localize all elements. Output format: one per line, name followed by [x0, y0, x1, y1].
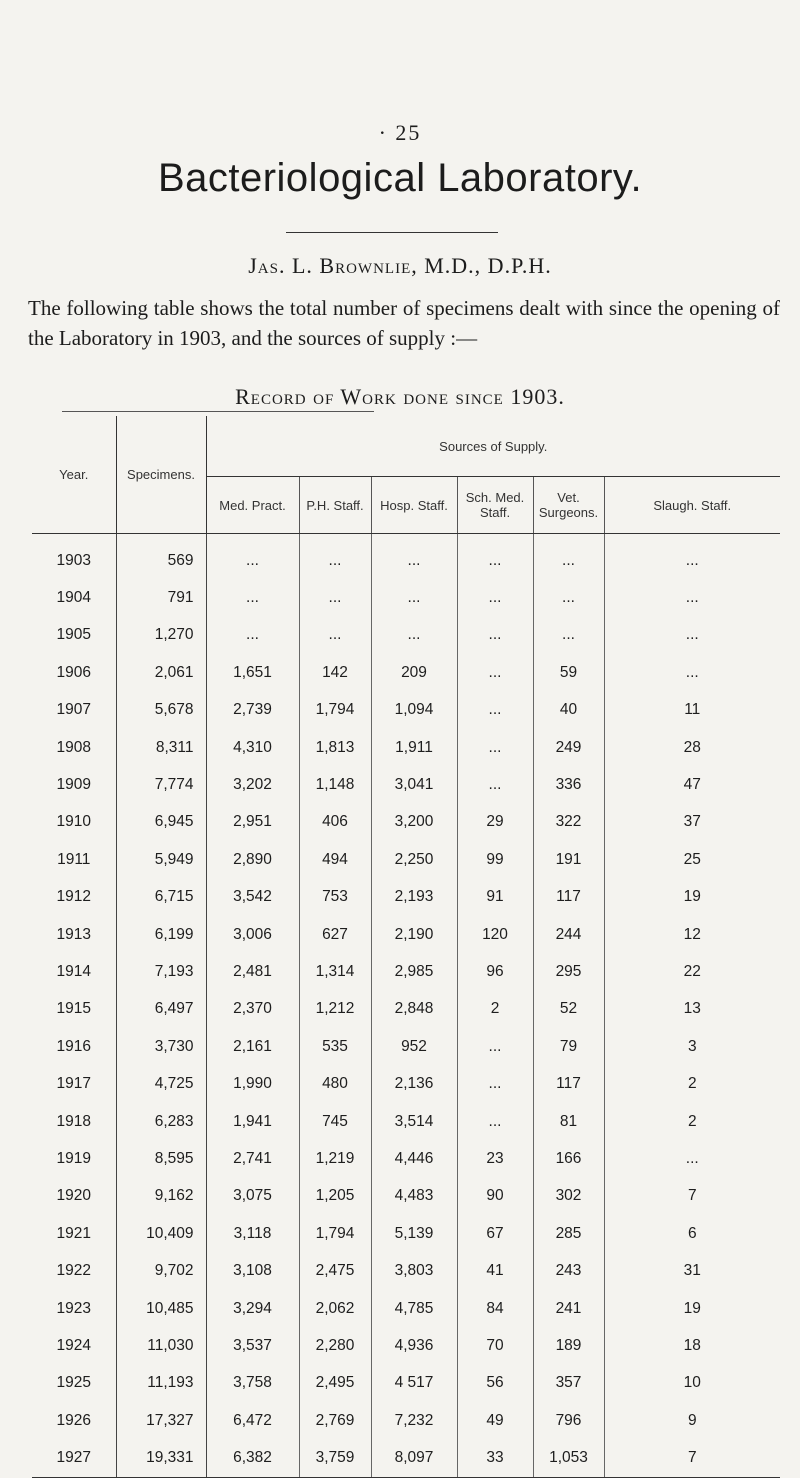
cell-med-pract: 3,118 [233, 1224, 272, 1242]
cell-specimens: 5,678 [116, 692, 206, 729]
cell-hosp-staff: 2,250 [371, 841, 457, 878]
page-title: Bacteriological Laboratory. [157, 156, 643, 200]
cell-sch-med-staff: 29 [457, 804, 533, 841]
cell-year: 1924 [56, 1336, 91, 1354]
cell-year: 1906 [56, 663, 91, 681]
cell-med-pract: ... [246, 551, 259, 569]
cell-vet-surgeons: ... [533, 617, 604, 654]
cell-year: 1905 [56, 626, 91, 644]
cell-ph-staff: 1,212 [299, 991, 371, 1028]
cell-specimens: 17,327 [116, 1402, 206, 1439]
cell-hosp-staff: 4,785 [371, 1290, 457, 1327]
cell-sch-med-staff: ... [457, 1103, 533, 1140]
cell-slaugh-staff: 3 [604, 1028, 780, 1065]
cell-vet-surgeons: 241 [533, 1290, 604, 1327]
cell-hosp-staff: ... [371, 534, 457, 580]
cell-vet-surgeons: 357 [533, 1365, 604, 1402]
cell-sch-med-staff: ... [457, 729, 533, 766]
cell-hosp-staff: 4,483 [371, 1178, 457, 1215]
page-number: · 25 [378, 120, 422, 145]
cell-slaugh-staff: 13 [604, 991, 780, 1028]
cell-specimens: 8,311 [116, 729, 206, 766]
cell-sch-med-staff: 56 [457, 1365, 533, 1402]
table-row [32, 654, 780, 691]
cell-hosp-staff: 1,094 [371, 692, 457, 729]
title-rule [286, 232, 498, 233]
cell-vet-surgeons: 1,053 [533, 1439, 604, 1477]
cell-hosp-staff: 209 [371, 654, 457, 691]
cell-sch-med-staff: 90 [457, 1178, 533, 1215]
cell-year: 1915 [56, 1000, 91, 1018]
cell-sch-med-staff: 91 [457, 879, 533, 916]
cell-ph-staff: 1,205 [299, 1178, 371, 1215]
cell-sch-med-staff: 41 [457, 1252, 533, 1289]
cell-vet-surgeons: ... [533, 534, 604, 580]
cell-ph-staff: 3,759 [299, 1439, 371, 1477]
cell-specimens: 8,595 [116, 1140, 206, 1177]
table-row [32, 1065, 780, 1102]
cell-sch-med-staff: 99 [457, 841, 533, 878]
cell-vet-surgeons: 166 [533, 1140, 604, 1177]
cell-slaugh-staff: 25 [604, 841, 780, 878]
cell-hosp-staff: 7,232 [371, 1402, 457, 1439]
cell-hosp-staff: 3,514 [371, 1103, 457, 1140]
cell-specimens: 6,497 [116, 991, 206, 1028]
cell-med-pract: 1,941 [233, 1112, 272, 1130]
cell-hosp-staff: 4,936 [371, 1327, 457, 1364]
cell-specimens: 5,949 [116, 841, 206, 878]
table-row [32, 766, 780, 803]
cell-hosp-staff: 2,193 [371, 879, 457, 916]
cell-ph-staff: 480 [299, 1065, 371, 1102]
cell-specimens: 7,774 [116, 766, 206, 803]
cell-vet-surgeons: 117 [533, 1065, 604, 1102]
cell-ph-staff: 1,148 [299, 766, 371, 803]
cell-sch-med-staff: 67 [457, 1215, 533, 1252]
cell-specimens: 1,270 [116, 617, 206, 654]
cell-slaugh-staff: 2 [604, 1103, 780, 1140]
cell-year: 1918 [56, 1112, 91, 1130]
cell-year: 1909 [56, 776, 91, 794]
cell-vet-surgeons: 244 [533, 916, 604, 953]
cell-vet-surgeons: ... [533, 579, 604, 616]
cell-hosp-staff: 952 [371, 1028, 457, 1065]
cell-specimens: 10,409 [116, 1215, 206, 1252]
cell-vet-surgeons: 243 [533, 1252, 604, 1289]
cell-sch-med-staff: 84 [457, 1290, 533, 1327]
cell-hosp-staff: ... [371, 579, 457, 616]
cell-med-pract: 3,202 [233, 776, 272, 794]
cell-hosp-staff: 4,446 [371, 1140, 457, 1177]
cell-sch-med-staff: ... [457, 534, 533, 580]
cell-hosp-staff: 2,985 [371, 953, 457, 990]
cell-ph-staff: 494 [299, 841, 371, 878]
cell-med-pract: 2,370 [233, 1000, 272, 1018]
cell-vet-surgeons: 40 [533, 692, 604, 729]
cell-hosp-staff: 4 517 [371, 1365, 457, 1402]
cell-vet-surgeons: 79 [533, 1028, 604, 1065]
cell-slaugh-staff: ... [604, 654, 780, 691]
cell-med-pract: 2,951 [233, 813, 272, 831]
cell-sch-med-staff: 70 [457, 1327, 533, 1364]
header-sources-of-supply: Sources of Supply. [206, 416, 780, 477]
cell-specimens: 19,331 [116, 1439, 206, 1477]
table-row [32, 1103, 780, 1140]
cell-hosp-staff: 1,911 [371, 729, 457, 766]
cell-hosp-staff: 2,848 [371, 991, 457, 1028]
cell-specimens: 10,485 [116, 1290, 206, 1327]
cell-specimens: 9,162 [116, 1178, 206, 1215]
table-row [32, 534, 780, 580]
cell-ph-staff: 2,280 [299, 1327, 371, 1364]
cell-med-pract: 6,382 [206, 1439, 299, 1477]
cell-slaugh-staff: 47 [604, 766, 780, 803]
cell-med-pract: ... [246, 626, 259, 644]
cell-slaugh-staff: ... [604, 617, 780, 654]
cell-med-pract: 3,542 [233, 888, 272, 906]
header-med-pract: Med. Pract. [206, 477, 299, 534]
cell-sch-med-staff: ... [457, 1028, 533, 1065]
cell-year: 1908 [56, 738, 91, 756]
cell-ph-staff: 1,794 [299, 692, 371, 729]
cell-year: 1921 [56, 1224, 91, 1242]
cell-hosp-staff: 3,803 [371, 1252, 457, 1289]
cell-vet-surgeons: 117 [533, 879, 604, 916]
cell-slaugh-staff: 9 [604, 1402, 780, 1439]
cell-sch-med-staff: ... [457, 766, 533, 803]
cell-med-pract: 6,472 [233, 1411, 272, 1429]
cell-ph-staff: 142 [299, 654, 371, 691]
cell-vet-surgeons: 285 [533, 1215, 604, 1252]
cell-specimens: 4,725 [116, 1065, 206, 1102]
cell-ph-staff: 2,475 [299, 1252, 371, 1289]
cell-year: 1912 [56, 888, 91, 906]
cell-sch-med-staff: 23 [457, 1140, 533, 1177]
header-slaugh-staff: Slaugh. Staff. [604, 477, 780, 534]
cell-year: 1927 [32, 1439, 116, 1477]
cell-ph-staff: 1,219 [299, 1140, 371, 1177]
header-ph-staff: P.H. Staff. [299, 477, 371, 534]
author-line: Jas. L. Brownlie, M.D., D.P.H. [248, 253, 552, 278]
table-title-rule [62, 411, 374, 412]
table-row [32, 1365, 780, 1402]
cell-ph-staff: 2,769 [299, 1402, 371, 1439]
cell-specimens: 11,030 [116, 1327, 206, 1364]
cell-vet-surgeons: 336 [533, 766, 604, 803]
header-hosp-staff: Hosp. Staff. [371, 477, 457, 534]
cell-specimens: 6,945 [116, 804, 206, 841]
table-row [32, 729, 780, 766]
table-row [32, 916, 780, 953]
cell-slaugh-staff: 11 [604, 692, 780, 729]
table-row [32, 1402, 780, 1439]
cell-ph-staff: 627 [299, 916, 371, 953]
cell-year: 1911 [57, 850, 91, 868]
table-row [32, 1439, 780, 1477]
table-row [32, 1327, 780, 1364]
cell-specimens: 7,193 [116, 953, 206, 990]
cell-sch-med-staff: 120 [457, 916, 533, 953]
cell-specimens: 2,061 [116, 654, 206, 691]
cell-sch-med-staff: 2 [457, 991, 533, 1028]
cell-med-pract: 2,890 [233, 850, 272, 868]
cell-sch-med-staff: ... [457, 654, 533, 691]
cell-med-pract: 3,108 [233, 1262, 272, 1280]
table-row [32, 692, 780, 729]
cell-vet-surgeons: 322 [533, 804, 604, 841]
table-row [32, 1252, 780, 1289]
cell-year: 1919 [56, 1149, 91, 1167]
header-year: Year. [32, 416, 116, 534]
cell-med-pract: 2,161 [233, 1037, 272, 1055]
cell-slaugh-staff: 19 [604, 1290, 780, 1327]
table-row [32, 1290, 780, 1327]
cell-hosp-staff: 8,097 [371, 1439, 457, 1477]
cell-year: 1907 [56, 701, 91, 719]
cell-med-pract: 3,006 [233, 925, 272, 943]
cell-vet-surgeons: 295 [533, 953, 604, 990]
cell-year: 1914 [56, 962, 91, 980]
cell-ph-staff: ... [299, 534, 371, 580]
cell-hosp-staff: 3,200 [371, 804, 457, 841]
cell-ph-staff: 745 [299, 1103, 371, 1140]
cell-med-pract: 3,075 [233, 1187, 272, 1205]
cell-slaugh-staff: ... [604, 1140, 780, 1177]
cell-year: 1917 [56, 1075, 91, 1093]
table-row [32, 991, 780, 1028]
header-specimens: Specimens. [116, 416, 206, 534]
cell-specimens: 3,730 [116, 1028, 206, 1065]
table-row [32, 841, 780, 878]
cell-sch-med-staff: ... [457, 1065, 533, 1102]
cell-year: 1922 [56, 1262, 91, 1280]
cell-med-pract: 3,294 [233, 1299, 272, 1317]
cell-med-pract: 3,537 [233, 1336, 272, 1354]
cell-hosp-staff: ... [371, 617, 457, 654]
cell-vet-surgeons: 189 [533, 1327, 604, 1364]
cell-vet-surgeons: 191 [533, 841, 604, 878]
cell-ph-staff: 1,813 [299, 729, 371, 766]
cell-ph-staff: 1,314 [299, 953, 371, 990]
cell-year: 1904 [56, 589, 91, 607]
record-table [32, 416, 780, 1478]
cell-sch-med-staff: ... [457, 617, 533, 654]
cell-hosp-staff: 5,139 [371, 1215, 457, 1252]
cell-year: 1925 [56, 1374, 91, 1392]
cell-ph-staff: 535 [299, 1028, 371, 1065]
cell-med-pract: 3,758 [233, 1374, 272, 1392]
cell-slaugh-staff: 19 [604, 879, 780, 916]
cell-vet-surgeons: 81 [533, 1103, 604, 1140]
cell-med-pract: 2,741 [233, 1149, 272, 1167]
cell-slaugh-staff: 18 [604, 1327, 780, 1364]
cell-ph-staff: ... [299, 579, 371, 616]
cell-hosp-staff: 2,190 [371, 916, 457, 953]
table-row [32, 1028, 780, 1065]
cell-ph-staff: 2,495 [299, 1365, 371, 1402]
cell-vet-surgeons: 249 [533, 729, 604, 766]
cell-med-pract: 4,310 [233, 738, 272, 756]
cell-specimens: 6,283 [116, 1103, 206, 1140]
cell-ph-staff: 1,794 [299, 1215, 371, 1252]
cell-year: 1926 [56, 1411, 91, 1429]
cell-slaugh-staff: 37 [604, 804, 780, 841]
cell-specimens: 791 [116, 579, 206, 616]
cell-med-pract: 1,990 [233, 1075, 272, 1093]
cell-vet-surgeons: 302 [533, 1178, 604, 1215]
cell-specimens: 569 [116, 534, 206, 580]
record-table-body [32, 534, 780, 1478]
cell-med-pract: 2,481 [233, 962, 272, 980]
cell-ph-staff: 406 [299, 804, 371, 841]
cell-year: 1903 [56, 551, 91, 569]
header-vet-surgeons: Vet. Surgeons. [533, 477, 604, 534]
cell-vet-surgeons: 796 [533, 1402, 604, 1439]
cell-year: 1920 [56, 1187, 91, 1205]
cell-year: 1913 [56, 925, 91, 943]
table-row [32, 579, 780, 616]
cell-slaugh-staff: 12 [604, 916, 780, 953]
cell-year: 1923 [56, 1299, 91, 1317]
cell-slaugh-staff: 28 [604, 729, 780, 766]
cell-vet-surgeons: 59 [533, 654, 604, 691]
cell-ph-staff: ... [299, 617, 371, 654]
cell-sch-med-staff: 96 [457, 953, 533, 990]
cell-sch-med-staff: ... [457, 579, 533, 616]
cell-slaugh-staff: ... [604, 579, 780, 616]
cell-slaugh-staff: ... [604, 534, 780, 580]
cell-specimens: 6,199 [116, 916, 206, 953]
cell-slaugh-staff: 2 [604, 1065, 780, 1102]
cell-slaugh-staff: 7 [604, 1178, 780, 1215]
table-row [32, 804, 780, 841]
cell-specimens: 9,702 [116, 1252, 206, 1289]
cell-ph-staff: 753 [299, 879, 371, 916]
cell-sch-med-staff: 33 [457, 1439, 533, 1477]
cell-med-pract: ... [246, 589, 259, 607]
cell-med-pract: 2,739 [233, 701, 272, 719]
cell-vet-surgeons: 52 [533, 991, 604, 1028]
cell-hosp-staff: 3,041 [371, 766, 457, 803]
table-row [32, 1215, 780, 1252]
cell-specimens: 6,715 [116, 879, 206, 916]
table-row [32, 1140, 780, 1177]
cell-ph-staff: 2,062 [299, 1290, 371, 1327]
cell-sch-med-staff: 49 [457, 1402, 533, 1439]
cell-year: 1916 [56, 1037, 91, 1055]
cell-slaugh-staff: 6 [604, 1215, 780, 1252]
intro-paragraph: The following table shows the total number of specimens dealt with since the opening of the Laboratory in 1903, and the sources of supply :— [28, 296, 780, 350]
header-sch-med-staff: Sch. Med. Staff. [457, 477, 533, 534]
cell-slaugh-staff: 10 [604, 1365, 780, 1402]
cell-year: 1910 [56, 813, 91, 831]
cell-med-pract: 1,651 [233, 663, 272, 681]
table-row [32, 879, 780, 916]
table-row [32, 617, 780, 654]
cell-slaugh-staff: 7 [604, 1439, 780, 1477]
cell-specimens: 11,193 [116, 1365, 206, 1402]
cell-slaugh-staff: 31 [604, 1252, 780, 1289]
table-row [32, 953, 780, 990]
cell-hosp-staff: 2,136 [371, 1065, 457, 1102]
cell-sch-med-staff: ... [457, 692, 533, 729]
cell-slaugh-staff: 22 [604, 953, 780, 990]
table-row [32, 1178, 780, 1215]
table-title: Record of Work done since 1903. [235, 384, 565, 409]
